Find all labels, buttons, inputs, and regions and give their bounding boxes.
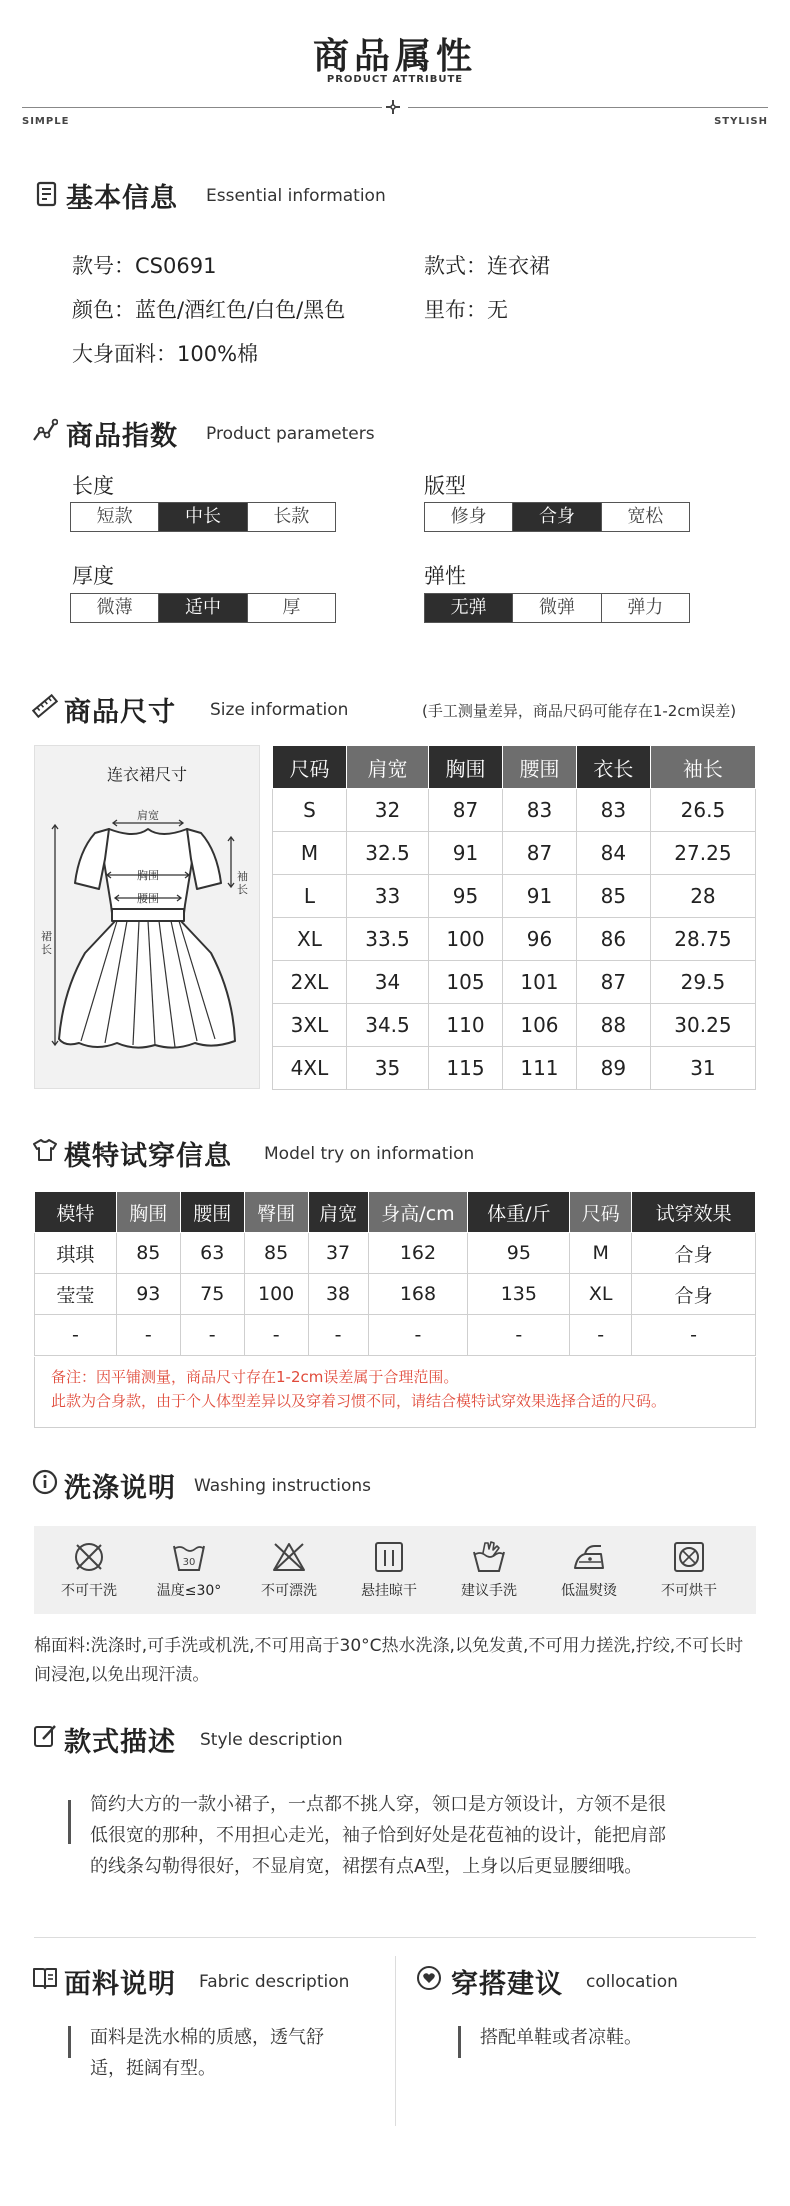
- table-cell: 135: [468, 1274, 570, 1315]
- size-col-header: 尺码: [273, 746, 347, 789]
- table-cell: 75: [180, 1274, 244, 1315]
- diagram-label-sleeve: 袖长: [237, 870, 248, 896]
- table-cell: -: [570, 1315, 632, 1356]
- header-divider-left: [22, 107, 382, 108]
- param-label-elasticity: 弹性: [424, 564, 466, 588]
- table-cell: S: [273, 789, 347, 832]
- table-cell: 琪琪: [35, 1233, 117, 1274]
- info-style-type: 款式：连衣裙: [424, 254, 550, 278]
- table-cell: 33.5: [346, 918, 428, 961]
- info-lining: 里布：无: [424, 298, 508, 322]
- section-subtitle-fabric: Fabric description: [199, 1972, 350, 1992]
- table-row: [273, 961, 756, 1004]
- section-title-size: 商品尺寸: [64, 697, 176, 728]
- table-cell: 162: [368, 1233, 468, 1274]
- table-cell: 合身: [632, 1233, 756, 1274]
- table-cell: 96: [502, 918, 576, 961]
- table-row: [273, 1047, 756, 1090]
- table-cell: 4XL: [273, 1047, 347, 1090]
- collocation-description: [480, 2022, 760, 2053]
- table-cell: 2XL: [273, 961, 347, 1004]
- wash-item: [546, 1526, 632, 1600]
- heart-icon: [416, 1965, 442, 1991]
- table-cell: 87: [502, 832, 576, 875]
- description-line: 低很宽的那种，不用担心走光，袖子恰到好处是花苞袖的设计，能把肩部: [90, 1825, 666, 1846]
- description-line: 简约大方的一款小裙子，一点都不挑人穿，领口是方领设计，方领不是很: [90, 1794, 666, 1815]
- table-cell: 30.25: [650, 1004, 755, 1047]
- table-cell: 110: [429, 1004, 503, 1047]
- model-col-header: 臀围: [244, 1192, 308, 1233]
- param-scale-elasticity: [424, 593, 690, 623]
- hand-wash-icon: [471, 1540, 507, 1574]
- info-style-number: 款号：CS0691: [72, 254, 217, 278]
- wash-temp-badge: 30: [182, 1557, 196, 1568]
- header-right-word: STYLISH: [714, 116, 768, 127]
- edit-icon: [32, 1723, 58, 1749]
- table-cell: 合身: [632, 1274, 756, 1315]
- section-title-params: 商品指数: [66, 421, 178, 452]
- table-cell: 莹莹: [35, 1274, 117, 1315]
- table-cell: 100: [429, 918, 503, 961]
- table-row: [273, 789, 756, 832]
- param-option: 微薄: [71, 594, 159, 622]
- section-subtitle-model: Model try on information: [264, 1144, 475, 1164]
- model-col-header: 胸围: [116, 1192, 180, 1233]
- section-title-basic: 基本信息: [66, 183, 178, 214]
- table-cell: 84: [576, 832, 650, 875]
- table-cell: 91: [429, 832, 503, 875]
- table-cell: 29.5: [650, 961, 755, 1004]
- table-cell: M: [273, 832, 347, 875]
- page-title: 商品属性: [312, 36, 477, 77]
- table-cell: 63: [180, 1233, 244, 1274]
- table-cell: -: [632, 1315, 756, 1356]
- column-divider: [395, 1956, 396, 2126]
- table-cell: 26.5: [650, 789, 755, 832]
- param-option-selected: 合身: [513, 503, 601, 531]
- section-title-style: 款式描述: [64, 1727, 176, 1758]
- param-option: 宽松: [627, 506, 664, 527]
- info-icon: [32, 1469, 58, 1495]
- ruler-icon: [32, 693, 58, 719]
- table-cell: -: [468, 1315, 570, 1356]
- table-cell: 27.25: [650, 832, 755, 875]
- size-col-header: 肩宽: [346, 746, 428, 789]
- no-tumble-dry-icon: [672, 1540, 706, 1574]
- table-cell: -: [244, 1315, 308, 1356]
- quote-bar: [458, 2026, 461, 2058]
- table-row: [35, 1233, 756, 1274]
- section-divider: [34, 1937, 756, 1938]
- hang-dry-icon: [372, 1540, 406, 1574]
- table-cell: 85: [244, 1233, 308, 1274]
- table-cell: 32: [346, 789, 428, 832]
- model-note: [34, 1357, 756, 1428]
- table-row: [273, 1004, 756, 1047]
- param-option-selected: 无弹: [425, 594, 513, 622]
- table-cell: -: [35, 1315, 117, 1356]
- table-cell: L: [273, 875, 347, 918]
- param-label-length: 长度: [72, 474, 114, 498]
- table-cell: 95: [429, 875, 503, 918]
- table-row: [273, 832, 756, 875]
- quote-bar: [68, 2026, 71, 2058]
- param-option: 长款: [273, 506, 310, 527]
- low-iron-icon: [571, 1540, 607, 1574]
- size-diagram-card: [34, 745, 260, 1089]
- wash-item: [246, 1526, 332, 1600]
- model-col-header: 试穿效果: [632, 1192, 756, 1233]
- wash-item-label: 悬挂晾干: [361, 1583, 417, 1599]
- wash-item-label: 不可漂洗: [261, 1583, 317, 1599]
- wash-item-label: 温度≤30°: [156, 1583, 222, 1599]
- wash-item: [346, 1526, 432, 1600]
- wash-item: [146, 1526, 232, 1600]
- size-table: [272, 745, 756, 1090]
- model-table-header: [35, 1192, 756, 1233]
- size-table-header: [273, 746, 756, 789]
- section-subtitle-basic: Essential information: [206, 186, 386, 206]
- book-icon: [32, 1965, 58, 1991]
- table-cell: 100: [244, 1274, 308, 1315]
- section-subtitle-params: Product parameters: [206, 424, 375, 444]
- table-cell: 32.5: [346, 832, 428, 875]
- model-note-line: 此款为合身款，由于个人体型差异以及穿着习惯不同，请结合模特试穿效果选择合适的尺码。: [51, 1392, 667, 1410]
- header-left-word: SIMPLE: [22, 116, 70, 127]
- table-cell: -: [368, 1315, 468, 1356]
- size-col-header: 胸围: [429, 746, 503, 789]
- table-cell: -: [116, 1315, 180, 1356]
- description-line: 的线条勾勒得很好，不显肩宽，裙摆有点A型，上身以后更显腰细哦。: [90, 1856, 643, 1877]
- table-cell: -: [308, 1315, 368, 1356]
- cross-ornament-icon: [385, 99, 401, 115]
- section-subtitle-washing: Washing instructions: [194, 1476, 372, 1496]
- table-cell: 111: [502, 1047, 576, 1090]
- wash-item-label: 建议手洗: [461, 1583, 517, 1599]
- table-cell: -: [180, 1315, 244, 1356]
- size-col-header: 袖长: [650, 746, 755, 789]
- document-icon: [34, 181, 60, 207]
- table-cell: XL: [273, 918, 347, 961]
- section-title-collocation: 穿搭建议: [451, 1969, 563, 2000]
- model-col-header: 体重/斤: [468, 1192, 570, 1233]
- table-cell: 85: [576, 875, 650, 918]
- model-col-header: 模特: [35, 1192, 117, 1233]
- wash-item: [446, 1526, 532, 1600]
- table-cell: 105: [429, 961, 503, 1004]
- info-fabric: 大身面料：100%棉: [72, 342, 259, 366]
- table-cell: 38: [308, 1274, 368, 1315]
- table-cell: 88: [576, 1004, 650, 1047]
- table-cell: 101: [502, 961, 576, 1004]
- tshirt-icon: [32, 1137, 58, 1163]
- table-cell: 95: [468, 1233, 570, 1274]
- quote-bar: [68, 1800, 71, 1844]
- section-subtitle-style: Style description: [200, 1730, 343, 1750]
- description-line: 搭配单鞋或者凉鞋。: [480, 2027, 642, 2048]
- table-cell: 86: [576, 918, 650, 961]
- param-scale-fit: [424, 502, 690, 532]
- param-label-thickness: 厚度: [72, 564, 114, 588]
- diagram-label-chest: 胸围: [137, 869, 159, 882]
- section-subtitle-collocation: collocation: [586, 1972, 678, 1992]
- model-table: [34, 1191, 756, 1356]
- section-title-fabric: 面料说明: [64, 1969, 176, 2000]
- washing-icons-bar: [34, 1526, 756, 1614]
- wash-30-icon: [171, 1540, 207, 1574]
- param-option: 修身: [425, 503, 513, 531]
- table-cell: 93: [116, 1274, 180, 1315]
- table-cell: XL: [570, 1274, 632, 1315]
- section-title-model: 模特试穿信息: [64, 1141, 232, 1172]
- trend-line-icon: [32, 418, 58, 444]
- page-subtitle: PRODUCT ATTRIBUTE: [326, 74, 464, 85]
- info-color: 颜色：蓝色/酒红色/白色/黑色: [72, 298, 346, 322]
- fabric-description: [90, 2022, 380, 2084]
- diagram-label-length: 裙长: [41, 930, 52, 956]
- param-label-fit: 版型: [424, 474, 466, 498]
- table-row: [273, 875, 756, 918]
- model-note-line: 备注：因平铺测量，商品尺寸存在1-2cm误差属于合理范围。: [51, 1368, 459, 1386]
- table-cell: 3XL: [273, 1004, 347, 1047]
- model-col-header: 腰围: [180, 1192, 244, 1233]
- param-option: 弹力: [627, 597, 664, 618]
- diagram-label-waist: 腰围: [137, 892, 159, 905]
- table-row: [35, 1274, 756, 1315]
- wash-item: [46, 1526, 132, 1600]
- table-cell: 31: [650, 1047, 755, 1090]
- table-row: [273, 918, 756, 961]
- table-cell: 37: [308, 1233, 368, 1274]
- table-cell: 168: [368, 1274, 468, 1315]
- model-col-header: 尺码: [570, 1192, 632, 1233]
- size-diagram-title: 连衣裙尺寸: [106, 765, 187, 784]
- table-cell: 28.75: [650, 918, 755, 961]
- param-option-selected: 中长: [159, 503, 247, 531]
- param-option: 短款: [71, 503, 159, 531]
- wash-item: [646, 1526, 732, 1600]
- wash-item-label: 不可烘干: [661, 1583, 717, 1599]
- table-cell: 83: [576, 789, 650, 832]
- param-option: 厚: [282, 597, 301, 618]
- table-cell: M: [570, 1233, 632, 1274]
- param-scale-length: [70, 502, 336, 532]
- description-line: 面料是洗水棉的质感，透气舒: [90, 2027, 324, 2048]
- header-divider-right: [408, 107, 768, 108]
- style-description: [90, 1789, 750, 1882]
- washing-instructions-text: 棉面料:洗涤时,可手洗或机洗,不可用高于30°C热水洗涤,以免发黄,不可用力搓洗,拧绞,不可长时间浸泡,以免出现汗渍。: [34, 1636, 744, 1685]
- dress-diagram: [35, 785, 261, 1085]
- description-line: 适，挺阔有型。: [90, 2058, 216, 2079]
- table-row: [35, 1315, 756, 1356]
- param-option-selected: 适中: [159, 594, 247, 622]
- wash-item-label: 不可干洗: [61, 1583, 117, 1599]
- wash-item-label: 低温熨烫: [561, 1583, 617, 1599]
- section-subtitle-size: Size information: [210, 700, 349, 720]
- table-cell: 34.5: [346, 1004, 428, 1047]
- table-cell: 106: [502, 1004, 576, 1047]
- size-col-header: 腰围: [502, 746, 576, 789]
- table-cell: 83: [502, 789, 576, 832]
- table-cell: 87: [576, 961, 650, 1004]
- table-cell: 115: [429, 1047, 503, 1090]
- table-cell: 28: [650, 875, 755, 918]
- no-bleach-icon: [271, 1540, 307, 1574]
- table-cell: 85: [116, 1233, 180, 1274]
- table-cell: 33: [346, 875, 428, 918]
- table-cell: 35: [346, 1047, 428, 1090]
- table-cell: 87: [429, 789, 503, 832]
- section-title-washing: 洗涤说明: [64, 1473, 176, 1504]
- model-col-header: 肩宽: [308, 1192, 368, 1233]
- size-col-header: 衣长: [576, 746, 650, 789]
- param-option: 微弹: [513, 594, 601, 622]
- model-col-header: 身高/cm: [368, 1192, 468, 1233]
- no-dry-clean-icon: [72, 1540, 106, 1574]
- table-cell: 89: [576, 1047, 650, 1090]
- table-cell: 34: [346, 961, 428, 1004]
- param-scale-thickness: [70, 593, 336, 623]
- diagram-label-shoulder: 肩宽: [137, 809, 159, 822]
- size-note: (手工测量差异，商品尺码可能存在1-2cm误差): [422, 702, 737, 720]
- table-cell: 91: [502, 875, 576, 918]
